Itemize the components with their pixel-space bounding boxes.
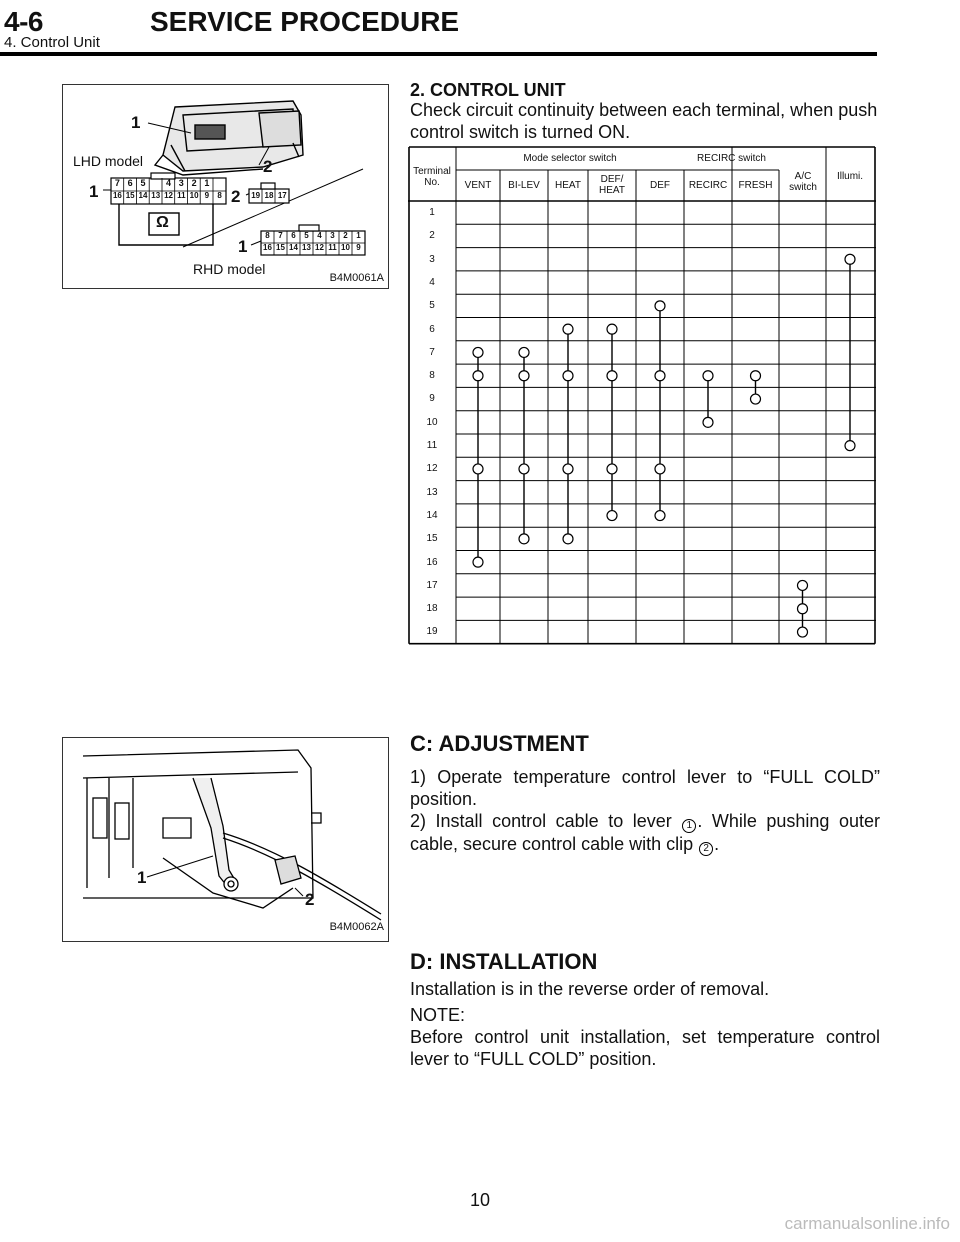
terminal-label: 13 — [426, 486, 438, 498]
callout-1-lever: 1 — [137, 868, 147, 887]
section-heading-control-unit: 2. CONTROL UNIT — [410, 80, 566, 100]
pins-b: 19 18 17 — [251, 191, 287, 200]
terminal-label: 19 — [426, 626, 438, 638]
terminal-label: 9 — [429, 393, 435, 405]
note-text: Before control unit installation, set temperature control lever to “FULL COLD” position. — [410, 1027, 880, 1069]
terminal-label: 18 — [426, 603, 438, 615]
continuity-point — [563, 534, 573, 544]
continuity-point — [607, 464, 617, 474]
section-heading-installation: D: INSTALLATION — [410, 949, 598, 974]
installation-text: Installation is in the reverse order of removal. — [410, 979, 770, 999]
continuity-point — [798, 580, 808, 590]
figure-code: B4M0062A — [329, 921, 384, 933]
terminal-label: 6 — [429, 323, 435, 335]
header-rule — [0, 52, 877, 56]
continuity-table — [408, 146, 876, 646]
pins-a-top: 7 6 5 4 3 2 1 — [114, 178, 210, 188]
rhd-model-label: RHD model — [193, 261, 266, 277]
terminal-label: 4 — [429, 276, 435, 288]
pins-c-bottom: 16 15 14 13 12 11 10 9 — [263, 243, 361, 252]
callout-2-clip: 2 — [305, 890, 315, 909]
connector-figure — [62, 84, 389, 289]
column-label: RECIRC — [688, 180, 728, 191]
terminal-label: 12 — [426, 463, 438, 475]
column-label: VENT — [464, 180, 492, 191]
continuity-point — [655, 511, 665, 521]
lever-cable-figure — [62, 737, 389, 942]
section-number: 4-6 — [4, 6, 43, 37]
callout-1-rhd: 1 — [238, 237, 248, 256]
watermark: carmanualsonline.info — [784, 1214, 950, 1233]
continuity-point — [845, 441, 855, 451]
continuity-point — [473, 371, 483, 381]
illumi-header: Illumi. — [836, 171, 864, 182]
callout-1-lhd: 1 — [89, 182, 99, 201]
lhd-model-label: LHD model — [73, 153, 144, 169]
ref-1: 1 — [682, 819, 696, 833]
continuity-point — [473, 347, 483, 357]
pins-c-top: 8 7 6 5 4 3 2 1 — [265, 231, 361, 240]
column-label: DEF — [650, 180, 670, 191]
continuity-point — [751, 394, 761, 404]
continuity-point — [751, 371, 761, 381]
continuity-point — [845, 254, 855, 264]
terminal-no-header: Terminal No. — [413, 166, 451, 188]
section-text-control-unit: Check circuit continuity between each terminal, when push control switch is turned ON. — [410, 100, 878, 142]
ac-switch-header: A/C switch — [789, 171, 817, 193]
page-number: 10 — [469, 1190, 491, 1210]
continuity-grid — [408, 146, 876, 646]
callout-2-top: 2 — [263, 157, 273, 176]
continuity-point — [798, 604, 808, 614]
continuity-point — [607, 371, 617, 381]
section-heading-adjustment: C: ADJUSTMENT — [410, 731, 589, 756]
adjustment-step-2: 2) Install control cable to lever 1 . While pushing outer cable, secure control cable with clip 2 . — [410, 811, 880, 854]
continuity-point — [519, 347, 529, 357]
continuity-point — [607, 511, 617, 521]
terminal-label: 17 — [426, 579, 438, 591]
continuity-point — [703, 417, 713, 427]
terminal-label: 15 — [426, 533, 438, 545]
pins-a-bottom: 16 15 14 13 12 11 10 9 8 — [112, 191, 222, 200]
terminal-label: 8 — [429, 370, 435, 382]
page-title: SERVICE PROCEDURE — [150, 6, 460, 37]
callout-1-top: 1 — [131, 113, 141, 132]
continuity-point — [655, 464, 665, 474]
ohm-symbol: Ω — [156, 214, 169, 231]
terminal-label: 1 — [429, 207, 435, 218]
terminal-label: 16 — [426, 556, 438, 568]
continuity-point — [519, 464, 529, 474]
lever-cable-illustration — [63, 738, 388, 941]
continuity-point — [519, 534, 529, 544]
continuity-point — [703, 371, 713, 381]
column-label: HEAT — [555, 180, 581, 191]
ref-2: 2 — [699, 842, 713, 856]
continuity-point — [607, 324, 617, 334]
recirc-switch-header: RECIRC switch — [697, 153, 766, 164]
figure-code: B4M0061A — [329, 272, 384, 284]
page-subtitle: 4. Control Unit — [4, 34, 100, 51]
continuity-point — [655, 301, 665, 311]
terminal-label: 5 — [429, 300, 435, 312]
continuity-point — [798, 627, 808, 637]
mode-selector-header: Mode selector switch — [523, 153, 617, 164]
continuity-point — [519, 371, 529, 381]
continuity-point — [473, 464, 483, 474]
terminal-label: 2 — [429, 230, 435, 242]
terminal-label: 11 — [426, 440, 438, 451]
continuity-point — [563, 464, 573, 474]
continuity-point — [563, 371, 573, 381]
note-label: NOTE: — [410, 1005, 466, 1025]
terminal-label: 14 — [426, 509, 438, 521]
continuity-point — [563, 324, 573, 334]
continuity-point — [473, 557, 483, 567]
terminal-label: 3 — [429, 253, 435, 265]
callout-2-lhd: 2 — [231, 187, 241, 206]
column-label: FRESH — [738, 180, 773, 191]
adjustment-step-1: 1) Operate temperature control lever to “FULL COLD” position. — [410, 767, 880, 809]
terminal-label: 7 — [429, 346, 435, 358]
column-label: BI-LEV — [508, 180, 540, 191]
column-label: DEF/ HEAT — [599, 174, 625, 196]
continuity-point — [655, 371, 665, 381]
terminal-label: 10 — [426, 416, 438, 428]
